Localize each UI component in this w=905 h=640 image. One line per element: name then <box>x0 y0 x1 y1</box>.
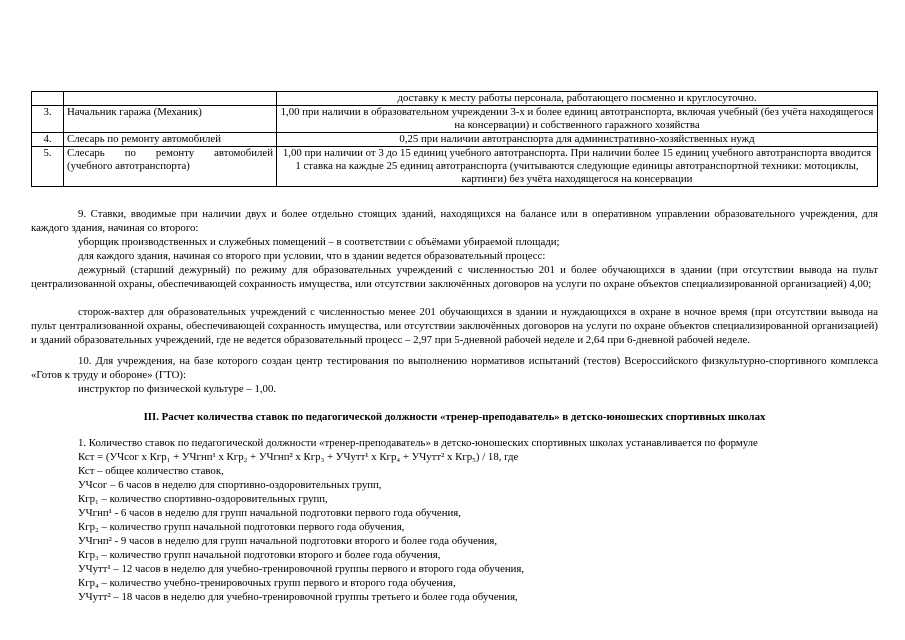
row-norm: 1,00 при наличии от 3 до 15 единиц учебного автотранспорта. При наличии более 15 единиц учебного автотранспорта вводится 1 ставка на каждые 25 единиц автотранспорта (учитываются следующие единицы автотранспортной техники: мотоциклы, картинги) без учёта находящегося на консервации <box>277 147 878 187</box>
row-norm: 1,00 при наличии в образовательном учреждении 3-х и более единиц автотранспорта, включая учебный (без учёта находящегося на консервации) и собственного гаражного хозяйства <box>277 106 878 133</box>
formula-definition: Кгр₃ – количество групп начальной подготовки второго и более года обучения, <box>78 549 441 561</box>
paragraph-10-intro: 10. Для учреждения, на базе которого создан центр тестирования по выполнению нормативов испытаний (тестов) Всероссийского физкультурно-спортивного комплекса «Готов к труду и обороне» (ГТО): <box>31 355 878 381</box>
row-number: 3. <box>32 106 64 133</box>
formula: Кст = (УЧсог х Кгр₁ + УЧгнп¹ х Кгр₂ + УЧгнп² х Кгр₃ + УЧутт¹ х Кгр₄ + УЧутт² х Кгр₅) / 18, где <box>78 451 519 463</box>
row-position: Слесарь по ремонту автомобилей <box>64 133 277 147</box>
formula-definition: УЧутт¹ – 12 часов в неделю для учебно-тренировочной группы первого и второго года обучения, <box>78 563 525 575</box>
staff-table <box>31 91 878 187</box>
row-position <box>64 92 277 106</box>
formula-definition: УЧутт² – 18 часов в неделю для учебно-тренировочной группы третьего и более года обучения, <box>78 591 518 603</box>
formula-intro: 1. Количество ставок по педагогической должности «тренер-преподаватель» в детско-юношеских спортивных школах устанавливается по формуле <box>78 437 758 449</box>
table-row <box>32 92 878 106</box>
row-norm: 0,25 при наличии автотранспорта для административно-хозяйственных нужд <box>277 133 878 147</box>
table-row <box>32 133 878 147</box>
table-row <box>32 106 878 133</box>
paragraph-instructor: инструктор по физической культуре – 1,00. <box>78 383 277 395</box>
formula-definition: Кгр₄ – количество учебно-тренировочных групп первого и второго года обучения, <box>78 577 456 589</box>
row-number: 4. <box>32 133 64 147</box>
row-number <box>32 92 64 106</box>
formula-definition: Кгр₁ – количество спортивно-оздоровительных групп, <box>78 493 328 505</box>
row-number: 5. <box>32 147 64 187</box>
row-position: Начальник гаража (Механик) <box>64 106 277 133</box>
row-norm: доставку к месту работы персонала, работающего посменно и круглосуточно. <box>277 92 878 106</box>
paragraph-cleaner: уборщик производственных и служебных помещений – в соответствии с объёмами убираемой площади; <box>78 236 560 248</box>
row-position-line: Слесарь по ремонту автомобилей <box>67 147 273 159</box>
paragraph-duty-officer: дежурный (старший дежурный) по режиму для образовательных учреждений с численностью 201 и более обучающихся в здании (при отсутствии вывода на пульт централизованной охраны, обеспечивающей сохранность имущества, или отсутствии заключённых договоров на услуги по охране объектов специализированной организацией) 4,00; <box>31 264 878 290</box>
row-position <box>64 147 277 187</box>
paragraph-each-building: для каждого здания, начиная со второго при условии, что в здании ведется образовательный процесс: <box>78 250 546 262</box>
table-row <box>32 147 878 187</box>
paragraph-9-intro: 9. Ставки, вводимые при наличии двух и более отдельно стоящих зданий, находящихся на балансе или в оперативном управлении образовательного учреждения, для каждого здания, начиная со второго: <box>31 208 878 234</box>
formula-definition: УЧсог – 6 часов в неделю для спортивно-оздоровительных групп, <box>78 479 382 491</box>
formula-definition: УЧгнп² - 9 часов в неделю для групп начальной подготовки второго и более года обучения, <box>78 535 498 547</box>
section-heading: III. Расчет количества ставок по педагогической должности «тренер-преподаватель» в детско-юношеских спортивных школах <box>143 411 766 423</box>
formula-definition: Кст – общее количество ставок, <box>78 465 224 477</box>
paragraph-guard: сторож-вахтер для образовательных учреждений с численностью менее 201 обучающихся в здании и нуждающихся в охране в ночное время (при отсутствии вывода на пульт централизованной охраны, обеспечивающей сохранность имущества, или отсутствии заключённых договоров на услуги по охране объектов специализированной организацией) и зданий образовательных учреждений, где не ведется образовательный процесс – 2,97 при 5-дневной рабочей неделе и 2,64 при 6-дневной рабочей неделе. <box>31 306 878 346</box>
formula-definition: УЧгнп¹ - 6 часов в неделю для групп начальной подготовки первого года обучения, <box>78 507 461 519</box>
formula-definition: Кгр₂ – количество групп начальной подготовки первого года обучения, <box>78 521 405 533</box>
row-position-line: (учебного автотранспорта) <box>67 160 190 172</box>
